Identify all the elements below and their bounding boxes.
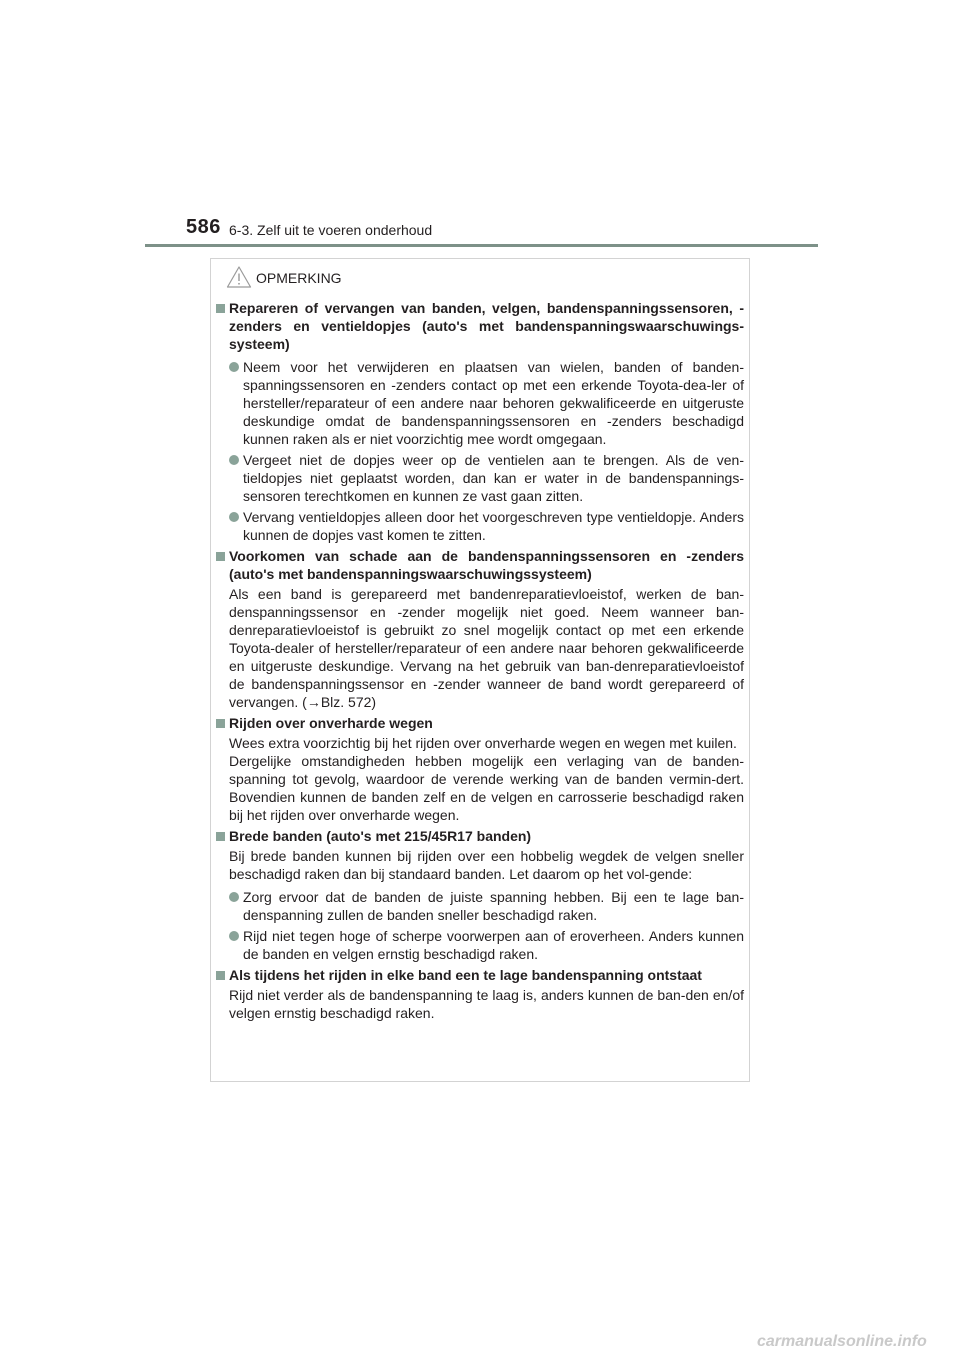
round-bullet-icon: [229, 455, 239, 465]
square-bullet-icon: [216, 832, 225, 841]
bullet-text: Rijd niet tegen hoge of scherpe voorwerpen aan of eroverheen. Anders kunnen de banden en velgen ernstig beschadigd raken.: [243, 928, 744, 962]
round-bullet-icon: [229, 931, 239, 941]
notice-box: [210, 258, 750, 1082]
topic-heading: Rijden over onverharde wegen: [229, 715, 433, 731]
topic-paragraph: Als een band is gerepareerd met bandenreparatievloeistof, werken de ban-denspanningssensor en -zender mogelijk niet goed. Neem wanneer ban-denreparatievloeistof is gebruikt zo snel mogelijk contact op met een erkende Toyota-dealer of hersteller/reparateur of een andere naar behoren gekwalificeerde en uitgeruste deskundige. Vervang na het gebruik van ban-denreparatievloeistof de bandenspanningssensor en -zender wanneer de band wordt gerepareerd of vervangen. (→Blz. 572): [229, 586, 744, 710]
notice-title: OPMERKING: [256, 270, 342, 286]
header-rule: [145, 244, 818, 247]
notice-topic: [215, 547, 744, 711]
warning-triangle-icon: [226, 265, 252, 289]
topic-paragraph: Rijd niet verder als de bandenspanning te laag is, anders kunnen de ban-den en/of velgen ernstig beschadigd raken.: [229, 987, 744, 1021]
topic-heading: Voorkomen van schade aan de bandenspanningssensoren en -zenders (auto's met bandenspanningswaarschuwingssysteem): [229, 548, 744, 582]
notice-topic: [215, 827, 744, 963]
topic-heading: Als tijdens het rijden in elke band een te lage bandenspanning ontstaat: [229, 967, 702, 983]
bullet-text: Vervang ventieldopjes alleen door het voorgeschreven type ventieldopje. Anders kunnen de dopjes vast komen te zitten.: [243, 509, 744, 543]
topic-heading: Repareren of vervangen van banden, velgen, bandenspanningssensoren, -zenders en ventieldopjes (auto's met bandenspanningswaarschuwings-systeem): [229, 300, 744, 352]
round-bullet-icon: [229, 512, 239, 522]
bullet-item: [229, 358, 744, 448]
watermark: carmanualsonline.info: [757, 1333, 927, 1350]
round-bullet-icon: [229, 362, 239, 372]
notice-topic: [215, 966, 744, 1022]
notice-topic: [215, 299, 744, 544]
square-bullet-icon: [216, 971, 225, 980]
topic-paragraph: Dergelijke omstandigheden hebben mogelijk een verlaging van de banden-spanning tot gevolg, waardoor de verende werking van de banden vermin-dert. Bovendien kunnen de banden zelf en de velgen en carrosserie beschadigd raken bij het rijden over onverharde wegen.: [229, 753, 744, 823]
bullet-item: [229, 888, 744, 924]
bullet-text: Neem voor het verwijderen en plaatsen van wielen, banden of banden-spanningssensoren en -zenders contact op met een erkende Toyota-dea-ler of hersteller/reparateur of een andere naar behoren gekwalificeerde en uitgeruste deskundige omdat de bandenspanningssensoren en -zenders beschadigd kunnen raken als er niet voorzichtig mee wordt omgegaan.: [243, 359, 744, 447]
section-title: 6-3. Zelf uit te voeren onderhoud: [229, 222, 433, 238]
notice-body: [215, 299, 744, 1022]
square-bullet-icon: [216, 304, 225, 313]
topic-paragraph: Bij brede banden kunnen bij rijden over een hobbelig wegdek de velgen sneller beschadigd raken dan bij standaard banden. Let daarom op het vol-gende:: [229, 848, 744, 882]
square-bullet-icon: [216, 719, 225, 728]
bullet-item: [229, 927, 744, 963]
round-bullet-icon: [229, 892, 239, 902]
notice-header: [226, 265, 342, 289]
page-number: 586: [186, 216, 221, 238]
topic-heading: Brede banden (auto's met 215/45R17 banden): [229, 828, 532, 844]
bullet-item: [229, 451, 744, 505]
notice-topic: [215, 714, 744, 824]
bullet-item: [229, 508, 744, 544]
bullet-text: Vergeet niet de dopjes weer op de ventielen aan te brengen. Als de ven-tieldopjes niet geplaatst worden, dan kan er water in de bandenspannings-sensoren terechtkomen en kunnen ze vast gaan zitten.: [243, 452, 744, 504]
bullet-text: Zorg ervoor dat de banden de juiste spanning hebben. Bij een te lage ban-denspanning zullen de banden sneller beschadigd raken.: [243, 889, 744, 923]
square-bullet-icon: [216, 552, 225, 561]
topic-paragraph: Wees extra voorzichtig bij het rijden over onverharde wegen en wegen met kuilen.: [229, 735, 737, 751]
